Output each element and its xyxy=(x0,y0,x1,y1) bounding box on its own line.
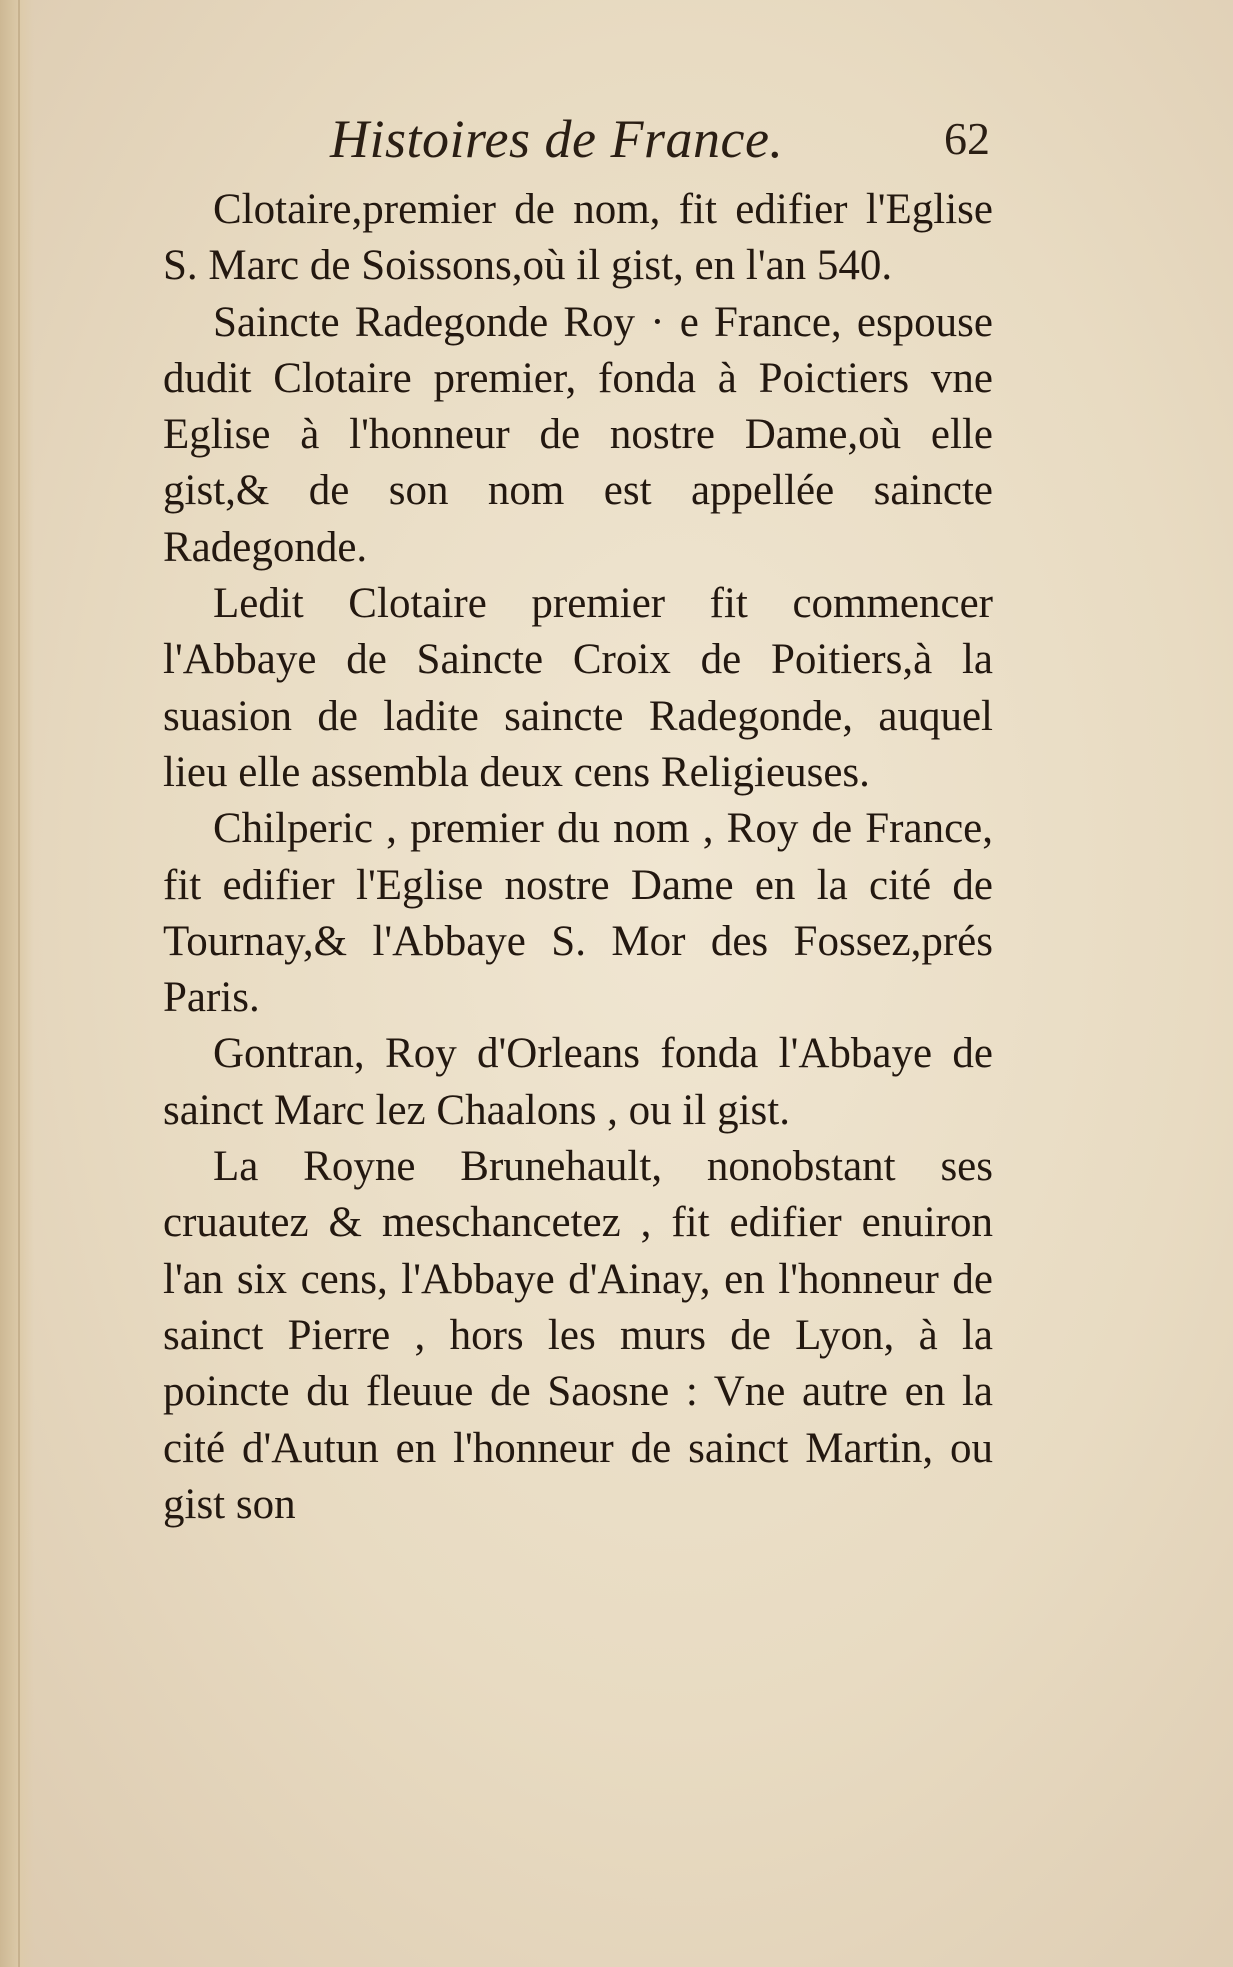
paragraph-sainte-croix: Ledit Clotaire premier fit commencer l'Abbaye de Saincte Croix de Poitiers,à la suasion de ladite saincte Radegonde, auquel lieu elle assembla deux cens Religieuses. xyxy=(163,580,993,796)
paragraph-clotaire-soissons: Clotaire,premier de nom, fit edifier l'Eglise S. Marc de Soissons,où il gist, en l'an 540. xyxy=(163,186,993,290)
paragraph-gontran: Gontran, Roy d'Orleans fonda l'Abbaye de sainct Marc lez Chaalons , ou il gist. xyxy=(163,1030,993,1134)
page-header xyxy=(160,108,990,178)
running-head: Histoires de France. xyxy=(330,109,784,169)
paragraph-radegonde: Saincte Radegonde Roy · e France, espouse dudit Clotaire premier, fonda à Poictiers vne Eglise à l'honneur de nostre Dame,où elle gist,& de son nom est appellée saincte Radegonde. xyxy=(163,298,993,571)
paragraph-chilperic: Chilperic , premier du nom , Roy de France, fit edifier l'Eglise nostre Dame en la cité de Tournay,& l'Abbaye S. Mor des Fossez,prés Paris. xyxy=(163,805,993,1022)
page-number: 62 xyxy=(944,113,990,164)
body-text xyxy=(163,182,993,1533)
paragraph-brunehault: La Royne Brunehault, nonobstant ses cruautez & meschancetez , fit edifier enuiron l'an six cens, l'Abbaye d'Ainay, en l'honneur de sainct Pierre , hors les murs de Lyon, à la poincte du fleuue de Saosne : Vne autre en la cité d'Autun en l'honneur de sainct Martin, ou gist son xyxy=(163,1143,993,1528)
